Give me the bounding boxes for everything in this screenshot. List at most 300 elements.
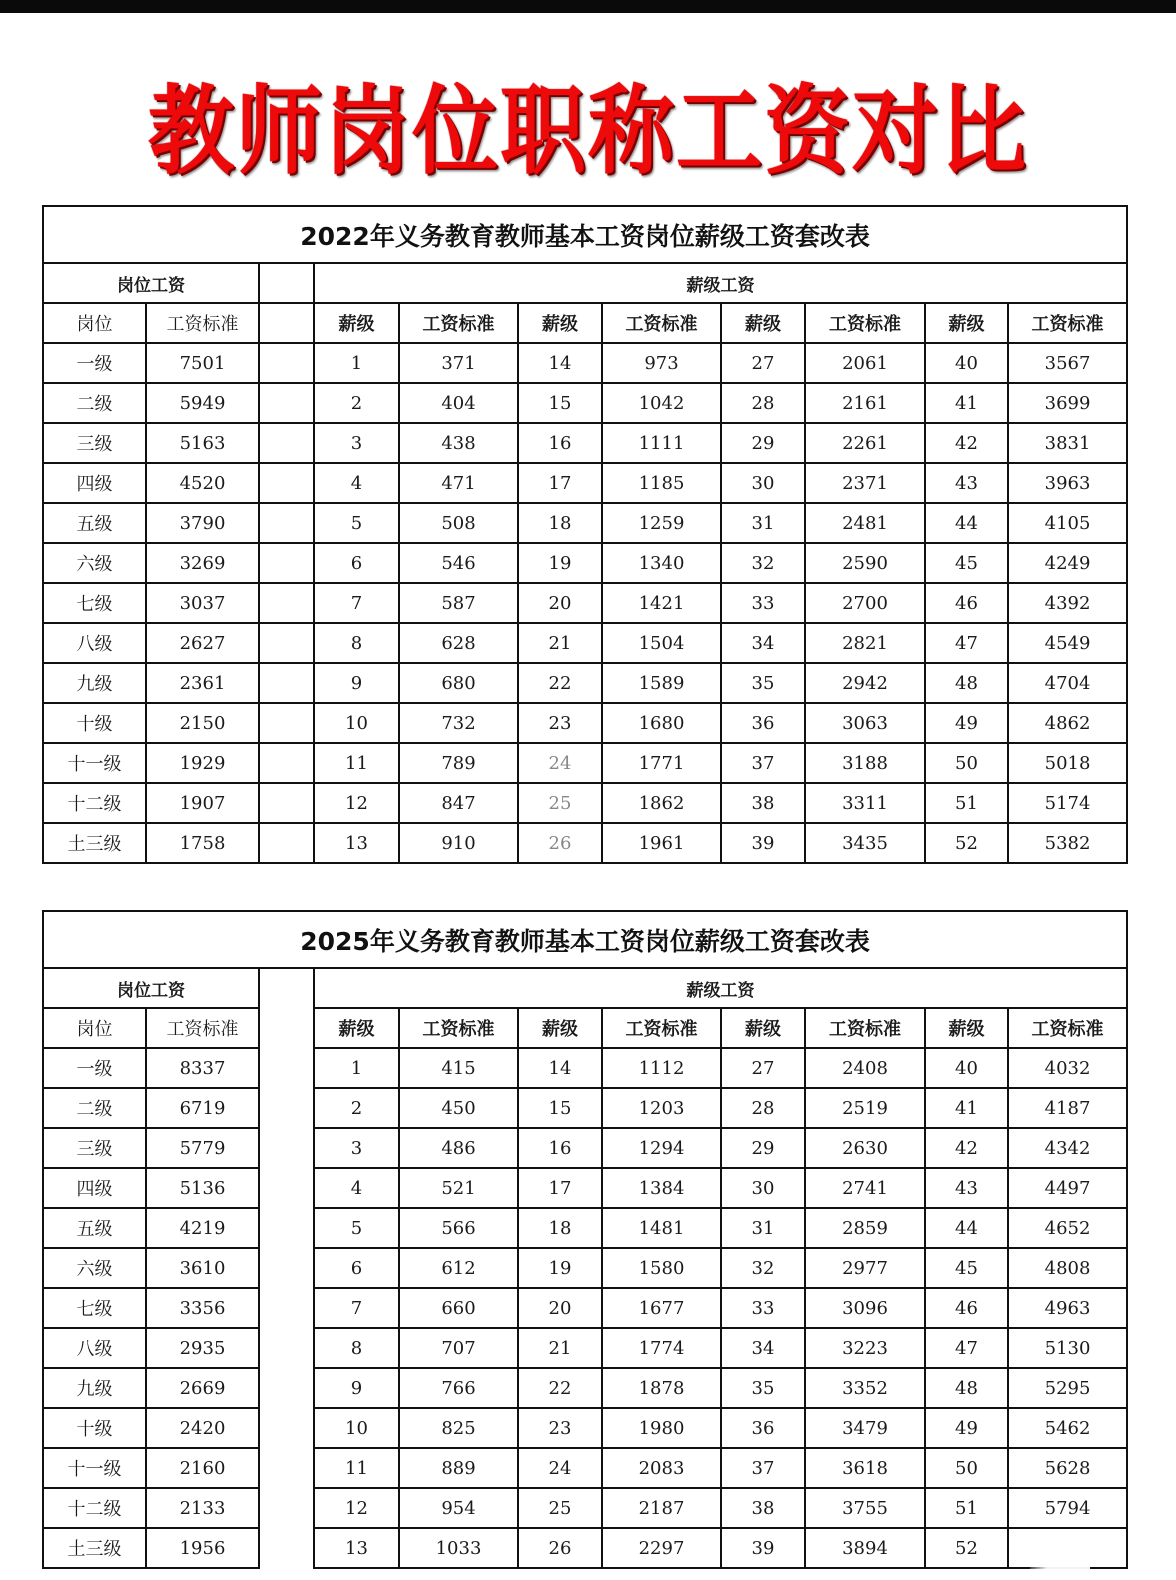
table-row (43, 543, 1127, 583)
grade-1: 4 (314, 463, 399, 503)
post-pay: 1758 (146, 823, 259, 863)
grade-pay-1: 404 (399, 383, 518, 423)
grade-pay-1: 954 (399, 1488, 518, 1528)
grade-pay-4: 4862 (1008, 703, 1127, 743)
grade-pay-4: 5382 (1008, 823, 1127, 863)
grade-pay-3: 2408 (805, 1048, 925, 1088)
post-pay: 3037 (146, 583, 259, 623)
table-row (43, 1448, 1127, 1488)
grade-pay-1: 566 (399, 1208, 518, 1248)
grade-2: 24 (518, 1448, 602, 1488)
grade-pay-1: 732 (399, 703, 518, 743)
column-header-row (43, 303, 1127, 343)
table-row (43, 663, 1127, 703)
grade-4: 48 (925, 1368, 1008, 1408)
grade-pay-2: 1677 (602, 1288, 721, 1328)
grade-2: 20 (518, 1288, 602, 1328)
post-name: 十一级 (43, 743, 146, 783)
post-pay: 5163 (146, 423, 259, 463)
grade-3: 35 (721, 1368, 805, 1408)
grade-4: 49 (925, 703, 1008, 743)
gap-cell (259, 1008, 314, 1048)
grade-pay-2: 1203 (602, 1088, 721, 1128)
grade-1: 9 (314, 663, 399, 703)
grade-pay-3: 2741 (805, 1168, 925, 1208)
grade-pay-2: 1961 (602, 823, 721, 863)
post-pay: 6719 (146, 1088, 259, 1128)
grade-3: 38 (721, 1488, 805, 1528)
post-name: 九级 (43, 663, 146, 703)
table-row (43, 1168, 1127, 1208)
gap-cell (259, 1208, 314, 1248)
grade-2: 15 (518, 383, 602, 423)
post-name: 八级 (43, 623, 146, 663)
grade-1: 12 (314, 1488, 399, 1528)
post-name: 七级 (43, 583, 146, 623)
post-pay: 3269 (146, 543, 259, 583)
grade-2: 25 (518, 783, 602, 823)
grade-1: 5 (314, 1208, 399, 1248)
grade-pay-1: 660 (399, 1288, 518, 1328)
grade-4: 44 (925, 503, 1008, 543)
grade-4: 44 (925, 1208, 1008, 1248)
post-name: 一级 (43, 343, 146, 383)
grade-pay-4: 4249 (1008, 543, 1127, 583)
table-row (43, 423, 1127, 463)
table-row (43, 703, 1127, 743)
grade-1: 6 (314, 1248, 399, 1288)
grade-pay-4: 3567 (1008, 343, 1127, 383)
post-pay: 4219 (146, 1208, 259, 1248)
grade-pay-2: 1340 (602, 543, 721, 583)
grade-pay-3: 2700 (805, 583, 925, 623)
post-name: 五级 (43, 1208, 146, 1248)
col-header-grade: 薪级 (721, 303, 805, 343)
salary-grid (42, 910, 1128, 1569)
grade-4: 42 (925, 423, 1008, 463)
gap-cell (259, 1248, 314, 1288)
grade-pay-1: 587 (399, 583, 518, 623)
grade-pay-4: 4549 (1008, 623, 1127, 663)
grade-3: 37 (721, 743, 805, 783)
post-name: 四级 (43, 1168, 146, 1208)
top-black-bar (0, 0, 1176, 13)
grade-4: 52 (925, 823, 1008, 863)
salary-table-2022 (42, 205, 1126, 864)
grade-pay-2: 973 (602, 343, 721, 383)
grade-pay-2: 1774 (602, 1328, 721, 1368)
grade-3: 38 (721, 783, 805, 823)
grade-1: 13 (314, 823, 399, 863)
grade-pay-2: 1862 (602, 783, 721, 823)
grade-1: 3 (314, 423, 399, 463)
grade-pay-3: 2590 (805, 543, 925, 583)
gap-cell (259, 543, 314, 583)
grade-2: 20 (518, 583, 602, 623)
gap-cell (259, 1168, 314, 1208)
table-row (43, 583, 1127, 623)
grade-pay-1: 450 (399, 1088, 518, 1128)
grade-4: 47 (925, 623, 1008, 663)
grade-pay-3: 3479 (805, 1408, 925, 1448)
grade-pay-3: 2371 (805, 463, 925, 503)
post-pay: 4520 (146, 463, 259, 503)
grade-2: 14 (518, 1048, 602, 1088)
post-pay: 2133 (146, 1488, 259, 1528)
col-header-standard: 工资标准 (399, 303, 518, 343)
post-name: 土三级 (43, 1528, 146, 1568)
gap-cell (259, 1408, 314, 1448)
grade-pay-1: 612 (399, 1248, 518, 1288)
grade-3: 39 (721, 823, 805, 863)
gap-cell (259, 583, 314, 623)
group-header-grade-pay: 薪级工资 (314, 968, 1127, 1008)
grade-pay-1: 415 (399, 1048, 518, 1088)
grade-pay-4: 5174 (1008, 783, 1127, 823)
grade-1: 13 (314, 1528, 399, 1568)
post-name: 四级 (43, 463, 146, 503)
gap-cell (259, 1288, 314, 1328)
grade-1: 2 (314, 1088, 399, 1128)
gap-cell (259, 343, 314, 383)
post-name: 八级 (43, 1328, 146, 1368)
grade-3: 31 (721, 503, 805, 543)
gap-cell (259, 383, 314, 423)
col-header-standard: 工资标准 (1008, 303, 1127, 343)
table-row (43, 1048, 1127, 1088)
grade-pay-1: 486 (399, 1128, 518, 1168)
gap-cell (259, 783, 314, 823)
grade-1: 10 (314, 703, 399, 743)
col-header-grade: 薪级 (925, 303, 1008, 343)
grade-pay-2: 2083 (602, 1448, 721, 1488)
col-header-standard: 工资标准 (399, 1008, 518, 1048)
post-name: 三级 (43, 1128, 146, 1168)
grade-2: 19 (518, 543, 602, 583)
grade-pay-4: 3963 (1008, 463, 1127, 503)
grade-4: 40 (925, 1048, 1008, 1088)
post-pay: 2935 (146, 1328, 259, 1368)
gap-cell (259, 263, 314, 303)
post-pay: 2150 (146, 703, 259, 743)
grade-4: 40 (925, 343, 1008, 383)
grade-1: 6 (314, 543, 399, 583)
grade-2: 26 (518, 823, 602, 863)
col-header-standard: 工资标准 (146, 303, 259, 343)
grade-1: 8 (314, 1328, 399, 1368)
grade-pay-1: 521 (399, 1168, 518, 1208)
grade-1: 7 (314, 583, 399, 623)
grade-4: 42 (925, 1128, 1008, 1168)
col-header-grade: 薪级 (518, 1008, 602, 1048)
grade-pay-1: 789 (399, 743, 518, 783)
grade-pay-2: 1504 (602, 623, 721, 663)
gap-cell (259, 703, 314, 743)
salary-table-2025 (42, 910, 1126, 1569)
gap-cell (259, 968, 314, 1008)
grade-2: 23 (518, 1408, 602, 1448)
grade-pay-2: 1185 (602, 463, 721, 503)
grade-1: 2 (314, 383, 399, 423)
table-row (43, 1528, 1127, 1568)
grade-4: 46 (925, 1288, 1008, 1328)
post-pay: 5136 (146, 1168, 259, 1208)
post-name: 九级 (43, 1368, 146, 1408)
table-row (43, 1488, 1127, 1528)
col-header-standard: 工资标准 (146, 1008, 259, 1048)
gap-cell (259, 743, 314, 783)
grade-pay-4: 4963 (1008, 1288, 1127, 1328)
grade-4: 49 (925, 1408, 1008, 1448)
grade-2: 22 (518, 1368, 602, 1408)
grade-pay-3: 2481 (805, 503, 925, 543)
grade-2: 15 (518, 1088, 602, 1128)
grade-pay-2: 1771 (602, 743, 721, 783)
grade-3: 32 (721, 543, 805, 583)
grade-pay-2: 1384 (602, 1168, 721, 1208)
grade-4: 50 (925, 743, 1008, 783)
grade-4: 43 (925, 463, 1008, 503)
gap-cell (259, 1448, 314, 1488)
post-pay: 3610 (146, 1248, 259, 1288)
grade-3: 28 (721, 383, 805, 423)
grade-pay-3: 2061 (805, 343, 925, 383)
grade-pay-4: 5462 (1008, 1408, 1127, 1448)
grade-pay-1: 847 (399, 783, 518, 823)
grade-2: 23 (518, 703, 602, 743)
grade-3: 39 (721, 1528, 805, 1568)
post-pay: 2627 (146, 623, 259, 663)
grade-pay-1: 438 (399, 423, 518, 463)
post-name: 六级 (43, 543, 146, 583)
grade-pay-3: 2821 (805, 623, 925, 663)
gap-cell (259, 1368, 314, 1408)
grade-1: 1 (314, 343, 399, 383)
grade-3: 27 (721, 1048, 805, 1088)
grade-1: 11 (314, 743, 399, 783)
grade-pay-3: 3188 (805, 743, 925, 783)
grade-pay-4: 5628 (1008, 1448, 1127, 1488)
post-name: 十级 (43, 1408, 146, 1448)
grade-pay-3: 3618 (805, 1448, 925, 1488)
table-row (43, 503, 1127, 543)
group-header-grade-pay: 薪级工资 (314, 263, 1127, 303)
column-header-row (43, 1008, 1127, 1048)
post-pay: 3356 (146, 1288, 259, 1328)
post-pay: 1956 (146, 1528, 259, 1568)
grade-2: 18 (518, 503, 602, 543)
grade-3: 28 (721, 1088, 805, 1128)
grade-pay-2: 1580 (602, 1248, 721, 1288)
grade-3: 29 (721, 423, 805, 463)
bottom-fade (0, 1572, 1176, 1580)
grade-3: 30 (721, 1168, 805, 1208)
table-row (43, 1288, 1127, 1328)
grade-pay-4: 5295 (1008, 1368, 1127, 1408)
grade-pay-3: 2261 (805, 423, 925, 463)
col-header-standard: 工资标准 (602, 303, 721, 343)
grade-4: 47 (925, 1328, 1008, 1368)
grade-2: 25 (518, 1488, 602, 1528)
post-pay: 2420 (146, 1408, 259, 1448)
table-row (43, 1248, 1127, 1288)
post-name: 七级 (43, 1288, 146, 1328)
grade-2: 21 (518, 1328, 602, 1368)
grade-3: 36 (721, 1408, 805, 1448)
grade-3: 34 (721, 1328, 805, 1368)
grade-4: 41 (925, 383, 1008, 423)
post-name: 二级 (43, 1088, 146, 1128)
grade-pay-1: 508 (399, 503, 518, 543)
grade-1: 7 (314, 1288, 399, 1328)
grade-pay-4: 5018 (1008, 743, 1127, 783)
grade-2: 18 (518, 1208, 602, 1248)
grade-pay-2: 1111 (602, 423, 721, 463)
grade-pay-1: 546 (399, 543, 518, 583)
post-pay: 1907 (146, 783, 259, 823)
post-pay: 3790 (146, 503, 259, 543)
col-header-standard: 工资标准 (1008, 1008, 1127, 1048)
grade-pay-2: 1980 (602, 1408, 721, 1448)
grade-3: 30 (721, 463, 805, 503)
grade-1: 8 (314, 623, 399, 663)
grade-pay-1: 707 (399, 1328, 518, 1368)
grade-3: 37 (721, 1448, 805, 1488)
grade-pay-3: 2859 (805, 1208, 925, 1248)
salary-grid (42, 205, 1128, 864)
table-row (43, 823, 1127, 863)
gap-cell (259, 423, 314, 463)
grade-2: 17 (518, 463, 602, 503)
grade-1: 3 (314, 1128, 399, 1168)
grade-3: 34 (721, 623, 805, 663)
grade-pay-1: 766 (399, 1368, 518, 1408)
grade-pay-1: 825 (399, 1408, 518, 1448)
table-title: 2022年义务教育教师基本工资岗位薪级工资套改表 (43, 206, 1127, 263)
col-header-standard: 工资标准 (805, 1008, 925, 1048)
post-name: 二级 (43, 383, 146, 423)
grade-4: 51 (925, 783, 1008, 823)
table-row (43, 1368, 1127, 1408)
grade-pay-2: 2187 (602, 1488, 721, 1528)
grade-2: 16 (518, 423, 602, 463)
grade-pay-3: 2161 (805, 383, 925, 423)
grade-pay-4: 3831 (1008, 423, 1127, 463)
table-row (43, 383, 1127, 423)
table-row (43, 1208, 1127, 1248)
gap-cell (259, 1528, 314, 1568)
grade-4: 46 (925, 583, 1008, 623)
table-row (43, 743, 1127, 783)
post-pay: 7501 (146, 343, 259, 383)
grade-pay-4: 4392 (1008, 583, 1127, 623)
grade-pay-3: 3223 (805, 1328, 925, 1368)
grade-2: 26 (518, 1528, 602, 1568)
table-title: 2025年义务教育教师基本工资岗位薪级工资套改表 (43, 911, 1127, 968)
grade-2: 17 (518, 1168, 602, 1208)
table-row (43, 783, 1127, 823)
grade-3: 36 (721, 703, 805, 743)
post-name: 五级 (43, 503, 146, 543)
grade-pay-1: 1033 (399, 1528, 518, 1568)
col-header-standard: 工资标准 (805, 303, 925, 343)
table-row (43, 1328, 1127, 1368)
gap-cell (259, 823, 314, 863)
grade-pay-3: 2977 (805, 1248, 925, 1288)
grade-pay-1: 889 (399, 1448, 518, 1488)
grade-4: 43 (925, 1168, 1008, 1208)
grade-pay-2: 1421 (602, 583, 721, 623)
gap-cell (259, 1088, 314, 1128)
grade-4: 51 (925, 1488, 1008, 1528)
grade-3: 33 (721, 583, 805, 623)
col-header-standard: 工资标准 (602, 1008, 721, 1048)
grade-pay-4: 4808 (1008, 1248, 1127, 1288)
grade-1: 11 (314, 1448, 399, 1488)
post-pay: 5949 (146, 383, 259, 423)
post-name: 一级 (43, 1048, 146, 1088)
gap-cell (259, 1328, 314, 1368)
grade-4: 45 (925, 543, 1008, 583)
col-header-post: 岗位 (43, 303, 146, 343)
grade-pay-2: 1259 (602, 503, 721, 543)
gap-cell (259, 303, 314, 343)
post-pay: 2160 (146, 1448, 259, 1488)
grade-2: 22 (518, 663, 602, 703)
post-pay: 8337 (146, 1048, 259, 1088)
grade-pay-3: 3352 (805, 1368, 925, 1408)
grade-3: 33 (721, 1288, 805, 1328)
grade-3: 31 (721, 1208, 805, 1248)
table-row (43, 1088, 1127, 1128)
grade-pay-2: 1589 (602, 663, 721, 703)
grade-pay-1: 371 (399, 343, 518, 383)
gap-cell (259, 1128, 314, 1168)
gap-cell (259, 463, 314, 503)
grade-4: 45 (925, 1248, 1008, 1288)
post-name: 土三级 (43, 823, 146, 863)
grade-pay-4: 5794 (1008, 1488, 1127, 1528)
post-pay: 5779 (146, 1128, 259, 1168)
group-header-post-pay: 岗位工资 (43, 263, 259, 303)
table-row (43, 1128, 1127, 1168)
gap-cell (259, 1048, 314, 1088)
post-name: 十二级 (43, 1488, 146, 1528)
grade-pay-1: 471 (399, 463, 518, 503)
grade-pay-4: 3699 (1008, 383, 1127, 423)
gap-cell (259, 623, 314, 663)
grade-pay-3: 3894 (805, 1528, 925, 1568)
grade-3: 27 (721, 343, 805, 383)
col-header-post: 岗位 (43, 1008, 146, 1048)
table-row (43, 1408, 1127, 1448)
grade-2: 24 (518, 743, 602, 783)
gap-cell (259, 1488, 314, 1528)
grade-pay-2: 1294 (602, 1128, 721, 1168)
grade-pay-4: 4187 (1008, 1088, 1127, 1128)
grade-1: 12 (314, 783, 399, 823)
page-title: 教师岗位职称工资对比 (148, 76, 1028, 188)
grade-pay-2: 1481 (602, 1208, 721, 1248)
gap-cell (259, 503, 314, 543)
post-name: 十级 (43, 703, 146, 743)
col-header-grade: 薪级 (925, 1008, 1008, 1048)
post-name: 十二级 (43, 783, 146, 823)
grade-2: 21 (518, 623, 602, 663)
col-header-grade: 薪级 (314, 1008, 399, 1048)
grade-3: 35 (721, 663, 805, 703)
grade-4: 41 (925, 1088, 1008, 1128)
